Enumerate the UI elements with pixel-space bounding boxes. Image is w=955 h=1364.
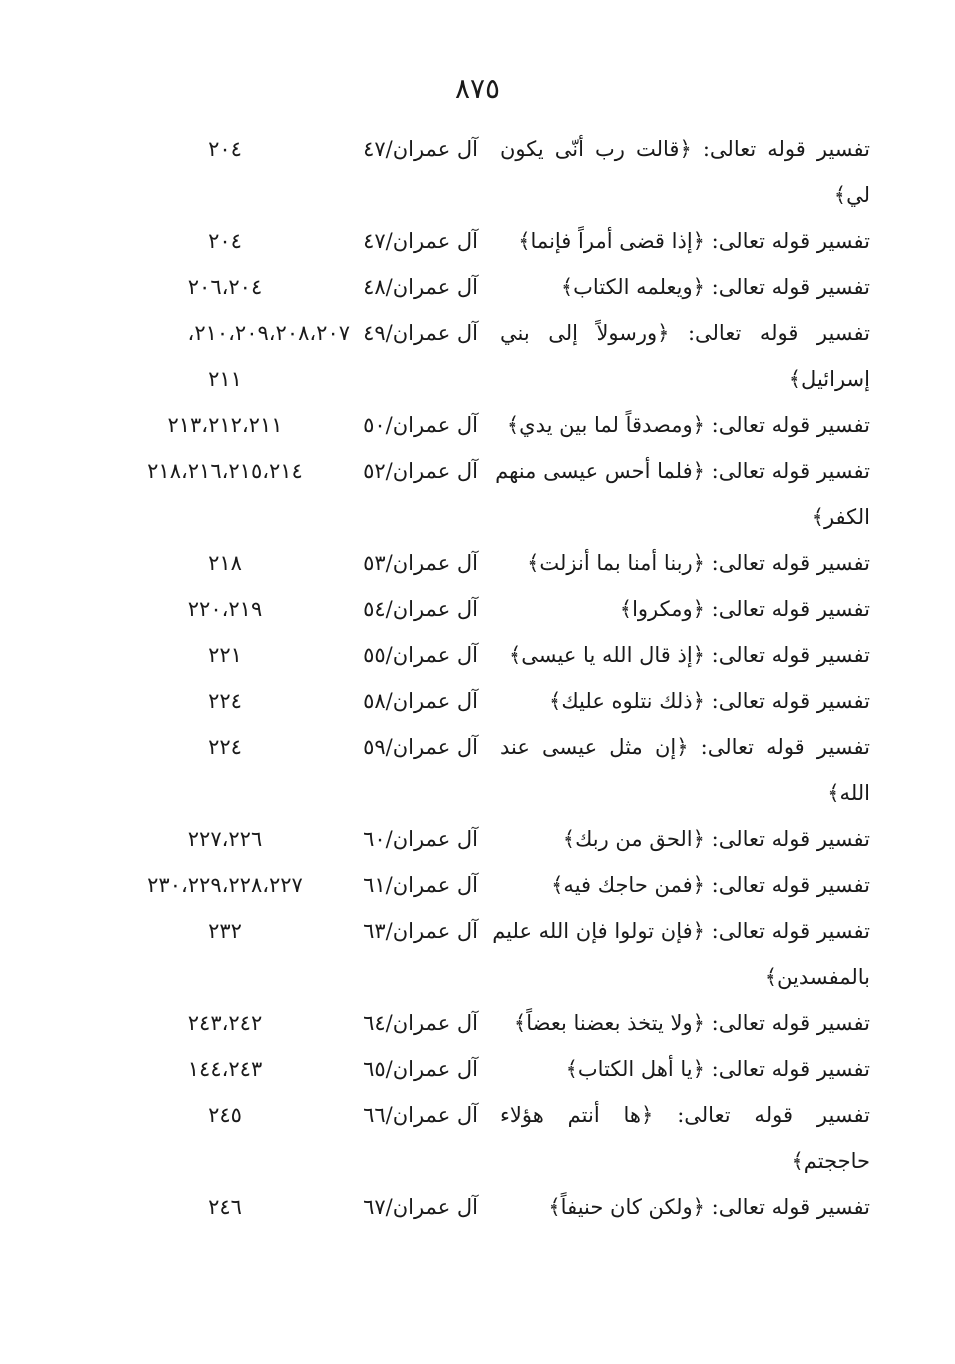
entry-verse-reference: آل عمران/٦٣ [363, 919, 478, 943]
entry-continuation-line [100, 770, 870, 816]
entry-continuation-line [100, 954, 870, 1000]
entry-line [100, 310, 870, 356]
entry-title: تفسير قوله تعالى: ﴿إن مثل عيسى عند [500, 735, 870, 759]
index-entry [100, 126, 870, 218]
entry-title: تفسير قوله تعالى: ﴿ولا يتخذ بعضنا بعضاً﴾ [513, 1011, 870, 1035]
entry-title-continuation: الله﴾ [827, 781, 870, 805]
index-entry [100, 264, 870, 310]
index-list [100, 126, 870, 1230]
entry-page-numbers: ٢٣٠،٢٢٩،٢٢٨،٢٢٧ [147, 873, 303, 897]
entry-line [100, 540, 870, 586]
entry-title-continuation: لي﴾ [833, 183, 870, 207]
index-entry [100, 678, 870, 724]
entry-verse-reference: آل عمران/٥٣ [363, 551, 478, 575]
index-entry [100, 724, 870, 816]
entry-page-numbers: ٢٢١ [208, 643, 242, 667]
entry-title: تفسير قوله تعالى: ﴿إذ قال الله يا عيسى﴾ [508, 643, 870, 667]
entry-verse-reference: آل عمران/٦٥ [363, 1057, 478, 1081]
entry-page-numbers: ٢١٠،٢٠٩،٢٠٨،٢٠٧، [187, 321, 350, 345]
entry-line [100, 632, 870, 678]
entry-page-numbers: ٢٠٤ [208, 229, 242, 253]
entry-verse-reference: آل عمران/٤٩ [363, 321, 478, 345]
entry-title-continuation: إسرائيل﴾ [788, 367, 870, 391]
entry-title: تفسير قوله تعالى: ﴿ولكن كان حنيفاً﴾ [548, 1195, 870, 1219]
index-entry [100, 310, 870, 402]
index-entry [100, 908, 870, 1000]
index-entry [100, 862, 870, 908]
entry-verse-reference: آل عمران/٤٨ [363, 275, 478, 299]
entry-title: تفسير قوله تعالى: ﴿ويعلمه الكتاب﴾ [560, 275, 870, 299]
entry-verse-reference: آل عمران/٦٤ [363, 1011, 478, 1035]
entry-title: تفسير قوله تعالى: ﴿الحق من ربك﴾ [562, 827, 870, 851]
entry-page-numbers: ٢٢٧،٢٢٦ [187, 827, 263, 851]
entry-title: تفسير قوله تعالى: ﴿ها أنتم هؤلاء [500, 1103, 870, 1127]
entry-verse-reference: آل عمران/٦٧ [363, 1195, 478, 1219]
entry-line [100, 218, 870, 264]
entry-title: تفسير قوله تعالى: ﴿ربنا أمنا بما أنزلت﴾ [527, 551, 870, 575]
entry-title: تفسير قوله تعالى: ﴿يا أهل الكتاب﴾ [565, 1057, 870, 1081]
index-entry [100, 402, 870, 448]
page-number: ٨٧٥ [454, 72, 501, 105]
index-entry [100, 586, 870, 632]
entry-title-continuation: الكفر﴾ [811, 505, 870, 529]
entry-page-numbers: ٢٤٣،٢٤٢ [187, 1011, 263, 1035]
entry-continuation-line [100, 494, 870, 540]
entry-line [100, 862, 870, 908]
entry-page-numbers: ٢٤٥ [208, 1103, 242, 1127]
entry-line [100, 448, 870, 494]
entry-continuation-line [100, 356, 870, 402]
entry-title: تفسير قوله تعالى: ﴿ومكروا﴾ [619, 597, 870, 621]
index-entry [100, 1092, 870, 1184]
entry-verse-reference: آل عمران/٤٧ [363, 137, 478, 161]
entry-line [100, 264, 870, 310]
entry-title: تفسير قوله تعالى: ﴿ومصدقاً لما بين يدي﴾ [506, 413, 870, 437]
entry-line [100, 816, 870, 862]
entry-page-numbers: ١٤٤،٢٤٣ [187, 1057, 263, 1081]
entry-page-numbers: ٢٢٤ [208, 689, 242, 713]
entry-verse-reference: آل عمران/٥٥ [363, 643, 478, 667]
entry-line [100, 1184, 870, 1230]
entry-page-numbers: ٢٤٦ [208, 1195, 242, 1219]
entry-title: تفسير قوله تعالى: ﴿فمن حاجك فيه﴾ [551, 873, 870, 897]
entry-line [100, 586, 870, 632]
entry-page-numbers: ٢٠٤ [208, 137, 242, 161]
entry-page-numbers: ٢١٨،٢١٦،٢١٥،٢١٤ [147, 459, 303, 483]
entry-title: تفسير قوله تعالى: ﴿فلما أحس عيسى منهم [495, 459, 870, 483]
entry-line [100, 1092, 870, 1138]
entry-title: تفسير قوله تعالى: ﴿ورسولاً إلى بني [500, 321, 870, 345]
index-entry [100, 1184, 870, 1230]
entry-verse-reference: آل عمران/٥٤ [363, 597, 478, 621]
index-entry [100, 218, 870, 264]
entry-verse-reference: آل عمران/٥٠ [363, 413, 478, 437]
entry-continuation-line [100, 1138, 870, 1184]
entry-continuation-line [100, 172, 870, 218]
entry-verse-reference: آل عمران/٦٦ [363, 1103, 478, 1127]
index-entry [100, 448, 870, 540]
index-entry [100, 632, 870, 678]
entry-line [100, 908, 870, 954]
entry-line [100, 1046, 870, 1092]
entry-page-numbers: ٢٠٦،٢٠٤ [187, 275, 263, 299]
entry-title: تفسير قوله تعالى: ﴿فإن تولوا فإن الله عليم [492, 919, 870, 943]
entry-title: تفسير قوله تعالى: ﴿قالت رب أنّى يكون [500, 137, 870, 161]
entry-verse-reference: آل عمران/٤٧ [363, 229, 478, 253]
entry-line [100, 1000, 870, 1046]
entry-line [100, 724, 870, 770]
index-entry [100, 1000, 870, 1046]
entry-page-numbers: ٢١٨ [208, 551, 242, 575]
entry-verse-reference: آل عمران/٦١ [363, 873, 478, 897]
entry-verse-reference: آل عمران/٥٢ [363, 459, 478, 483]
entry-page-numbers: ٢٣٢ [208, 919, 242, 943]
entry-page-numbers: ٢٢٤ [208, 735, 242, 759]
entry-verse-reference: آل عمران/٥٨ [363, 689, 478, 713]
entry-line [100, 402, 870, 448]
index-entry [100, 816, 870, 862]
entry-page-numbers-continuation: ٢١١ [208, 367, 242, 391]
entry-line [100, 126, 870, 172]
entry-title-continuation: حاججتم﴾ [791, 1149, 870, 1173]
entry-verse-reference: آل عمران/٦٠ [363, 827, 478, 851]
entry-line [100, 678, 870, 724]
entry-page-numbers: ٢١٣،٢١٢،٢١١ [167, 413, 283, 437]
index-entry [100, 1046, 870, 1092]
entry-title: تفسير قوله تعالى: ﴿إذا قضى أمراً فإنما﴾ [518, 229, 870, 253]
index-entry [100, 540, 870, 586]
entry-title-continuation: بالمفسدين﴾ [764, 965, 870, 989]
entry-title: تفسير قوله تعالى: ﴿ذلك نتلوه عليك﴾ [549, 689, 870, 713]
entry-page-numbers: ٢٢٠،٢١٩ [187, 597, 263, 621]
entry-verse-reference: آل عمران/٥٩ [363, 735, 478, 759]
